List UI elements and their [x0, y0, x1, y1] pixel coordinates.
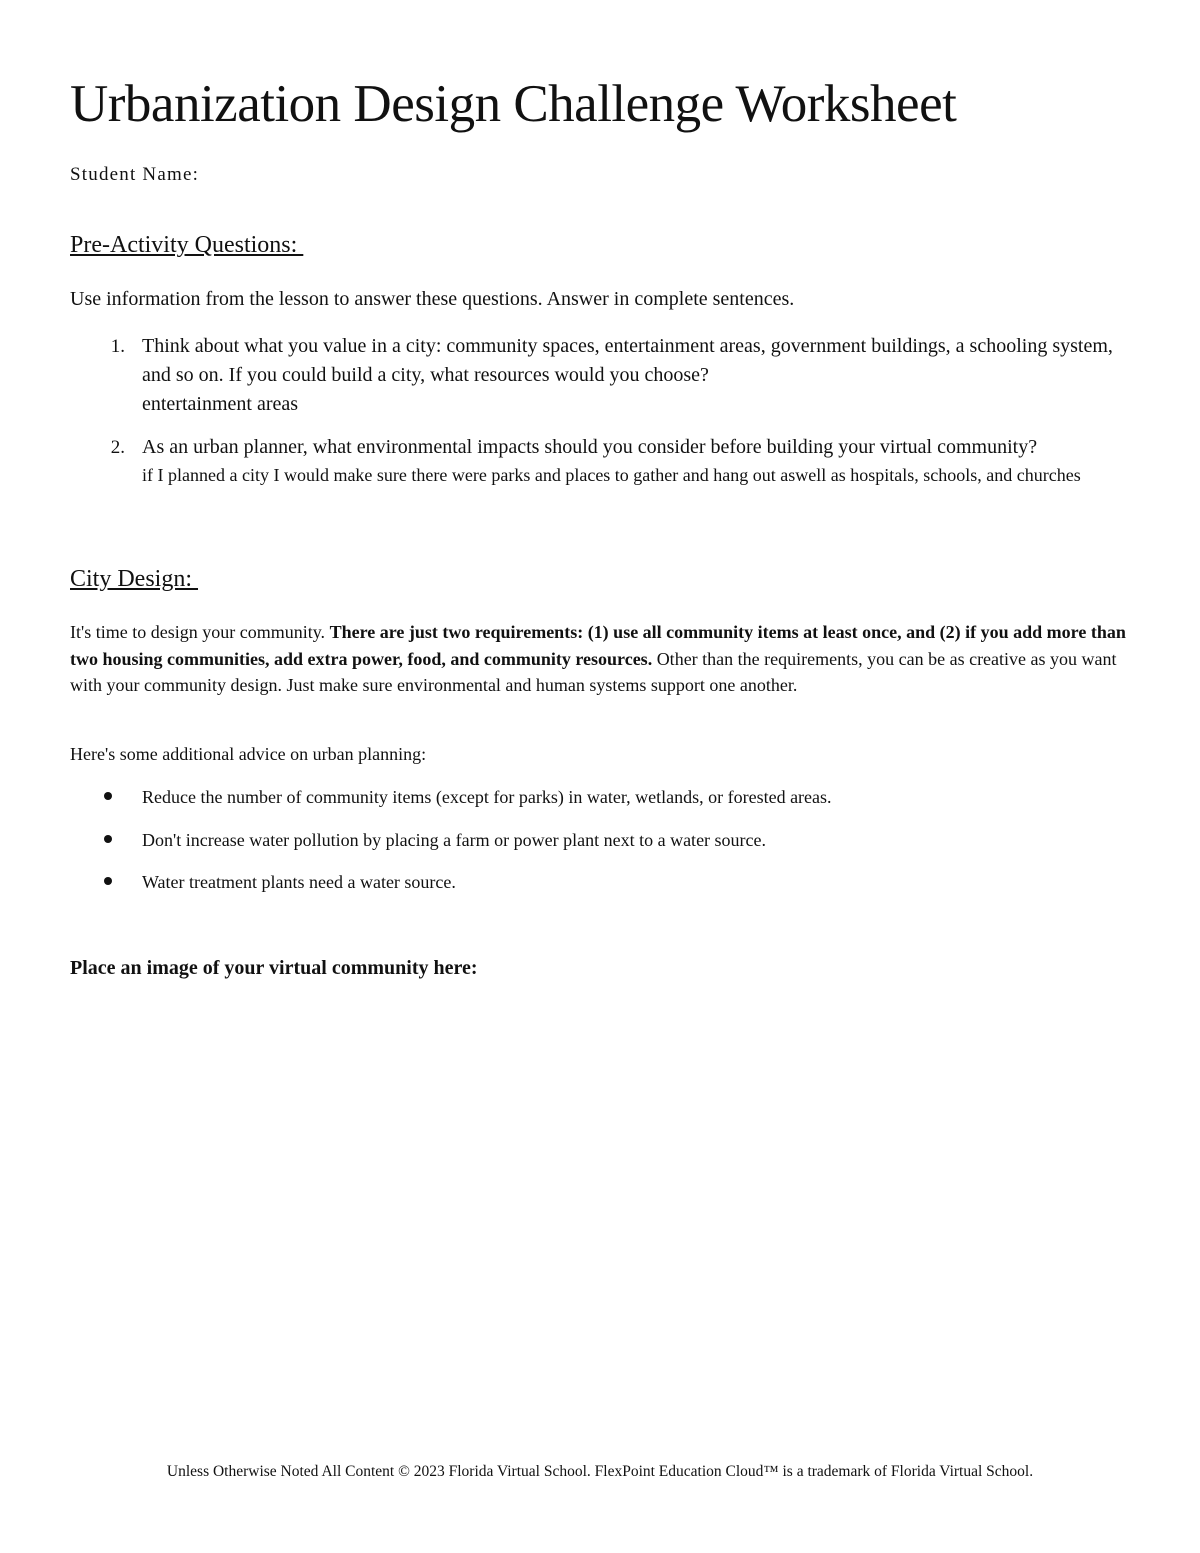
image-prompt-heading: Place an image of your virtual community here:	[70, 957, 478, 979]
page-title: Urbanization Design Challenge Worksheet	[70, 75, 957, 133]
pre-activity-instructions: Use information from the lesson to answer these questions. Answer in complete sentences.	[70, 288, 795, 310]
question-item	[70, 332, 1135, 419]
answer-text: entertainment areas	[142, 393, 299, 415]
advice-item	[70, 827, 1135, 853]
bullet-dot-icon	[104, 835, 112, 843]
pre-activity-heading: Pre-Activity Questions:	[70, 232, 304, 258]
student-name-label: Student Name:	[70, 164, 200, 185]
worksheet-page	[70, 0, 1135, 1553]
community-image-area[interactable]	[70, 995, 1135, 1425]
answer-text: if I planned a city I would make sure there were parks and places to gather and hang out aswell as hospitals, schools, and churches	[142, 465, 1081, 485]
advice-item	[70, 784, 1135, 810]
bullet-dot-icon	[104, 792, 112, 800]
city-design-intro	[70, 619, 1135, 699]
intro-text: It's time to design your community.	[70, 622, 330, 642]
question-text: Think about what you value in a city: community spaces, entertainment areas, government buildings, a schooling system, and so on. If you could build a city, what resources would you choose?	[142, 335, 1113, 386]
question-text: As an urban planner, what environmental impacts should you consider before building your virtual community?	[142, 436, 1038, 458]
advice-text: Water treatment plants need a water source.	[142, 872, 456, 892]
question-number: 2.	[110, 437, 125, 458]
intro-after-text: Other than the requirements, you can be as creative as you want with your community design. Just make sure environmental and human systems support one another.	[70, 648, 1117, 695]
question-item	[70, 433, 1135, 489]
bullet-dot-icon	[104, 877, 112, 885]
advice-text: Reduce the number of community items (except for parks) in water, wetlands, or forested areas.	[142, 787, 832, 807]
city-design-heading: City Design:	[70, 566, 199, 592]
question-list	[70, 332, 1135, 489]
requirements-text: There are just two requirements: (1) use all community items at least once, and (2) if you add more than two housing communities, add extra power, food, and community resources.	[70, 622, 1126, 669]
advice-item	[70, 869, 1135, 895]
advice-intro: Here's some additional advice on urban planning:	[70, 744, 427, 764]
advice-list	[70, 784, 1135, 895]
advice-text: Don't increase water pollution by placing a farm or power plant next to a water source.	[142, 829, 767, 850]
copyright-footer: Unless Otherwise Noted All Content © 2023 Florida Virtual School. FlexPoint Education Cloud™ is a trademark of Florida Virtual School.	[166, 1463, 1034, 1480]
question-number: 1.	[110, 336, 125, 357]
